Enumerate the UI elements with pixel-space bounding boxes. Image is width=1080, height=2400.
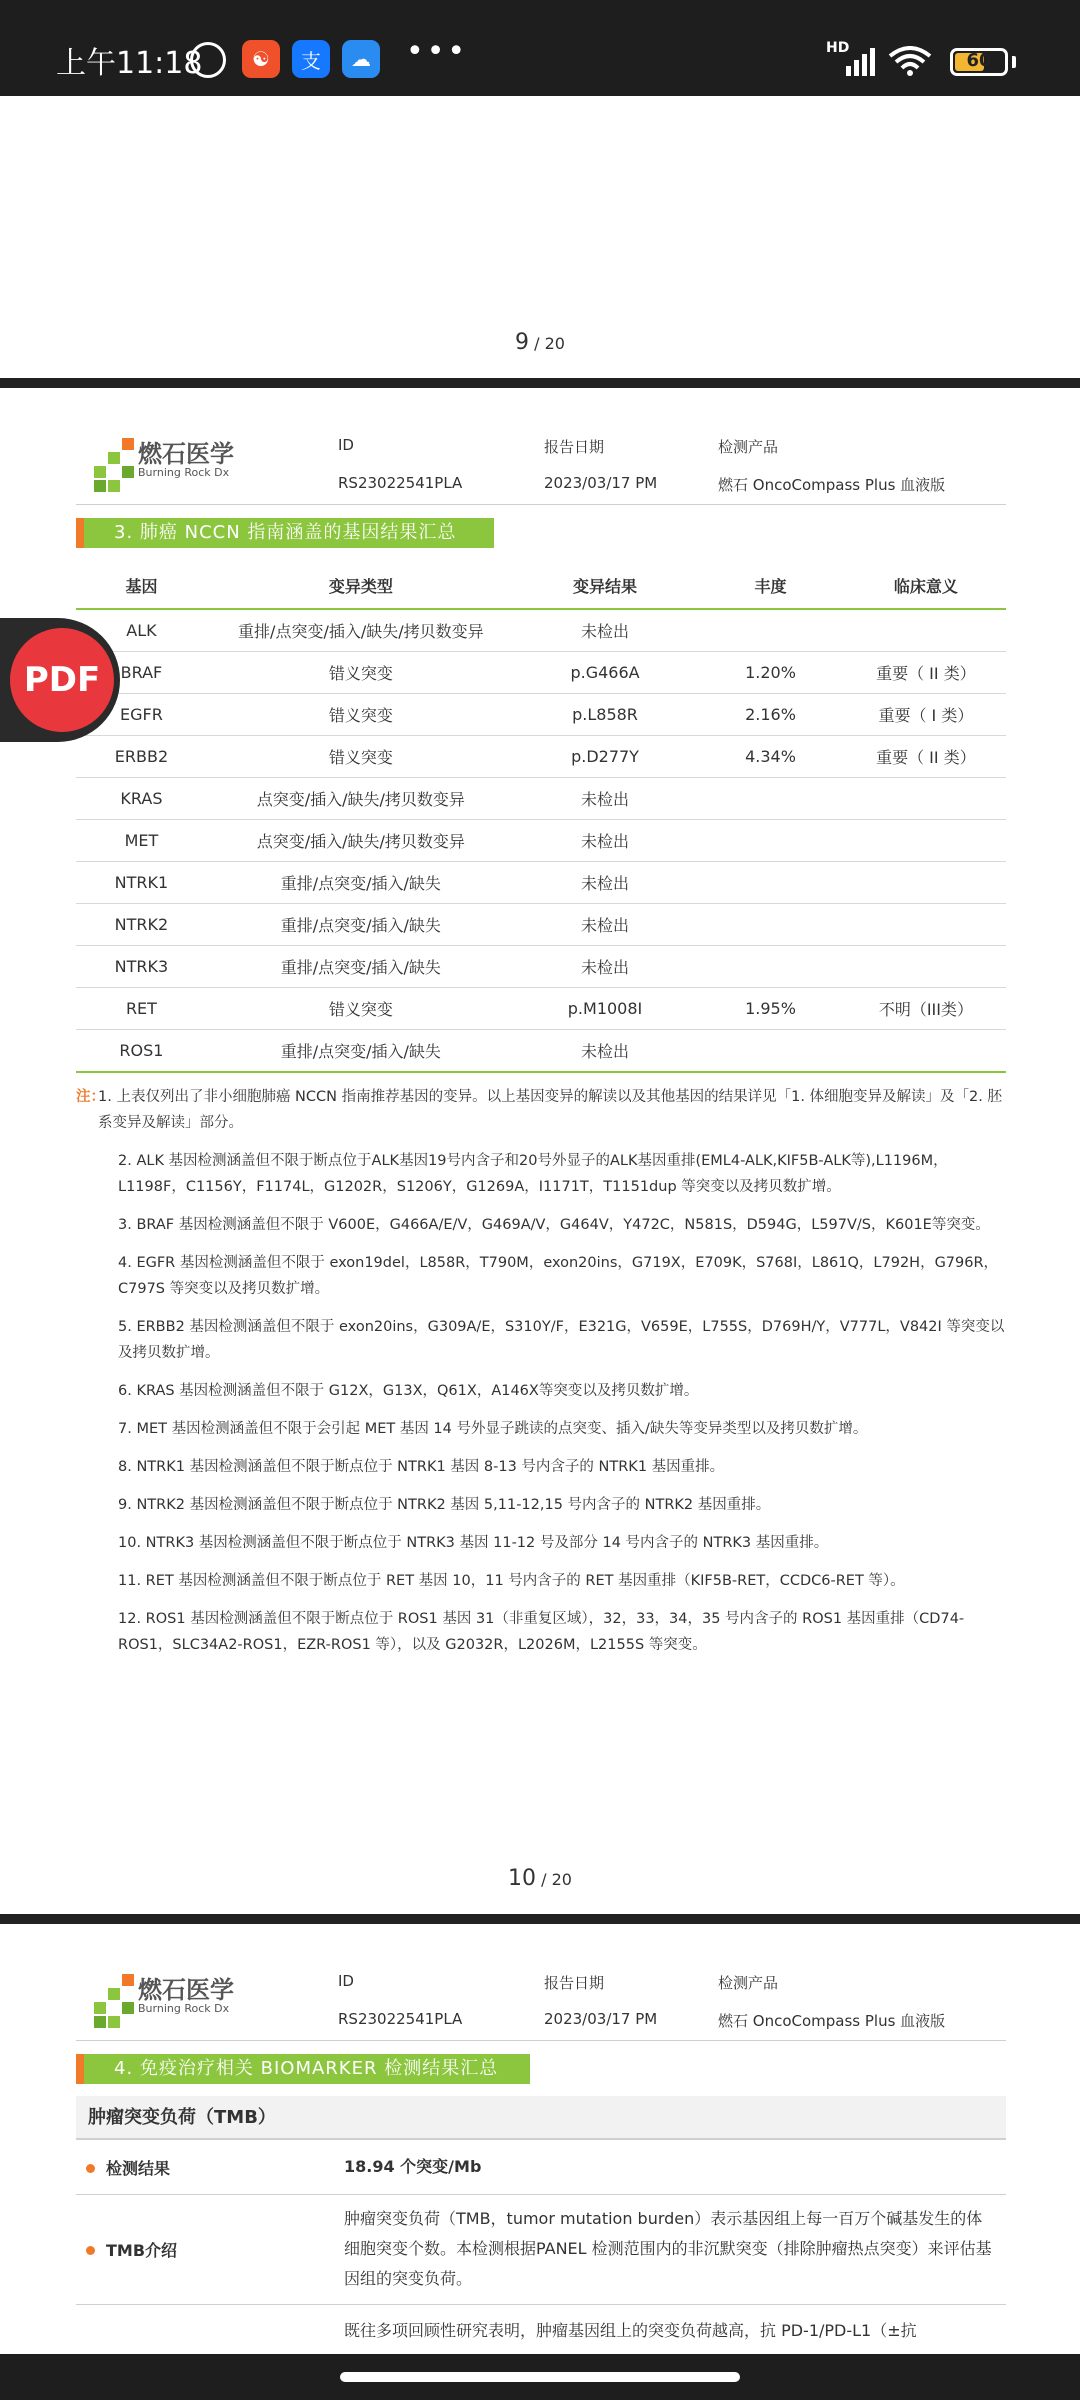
table-cell [695, 820, 846, 862]
table-row [76, 946, 1006, 988]
logo-text-en: Burning Rock Dx [138, 2002, 230, 2015]
header-divider [76, 2040, 1006, 2041]
table-cell [695, 904, 846, 946]
header-product-value: 燃石 OncoCompass Plus 血液版 [718, 476, 946, 494]
logo-text-cn: 燃石医学 [138, 1976, 234, 2004]
header-date-value: 2023/03/17 PM [544, 2010, 658, 2028]
burning-rock-logo [92, 432, 242, 496]
page-number-10 [0, 1866, 1080, 1891]
table-cell: NTRK3 [76, 946, 207, 988]
note-item: 4. EGFR 基因检测涵盖但不限于 exon19del，L858R，T790M，exon20ins，G719X，E709K，S768I，L861Q，L792H，G796R，C797S 等突变以及拷贝数扩增。 [118, 1255, 999, 1297]
note-item: 5. ERBB2 基因检测涵盖但不限于 exon20ins，G309A/E，S310Y/F，E321G，V659E，L755S，D769H/Y，V777L，V842I 等突变以及拷贝数扩增。 [118, 1319, 1005, 1361]
section-4-title: 4. 免疫治疗相关 BIOMARKER 检测结果汇总 [76, 2054, 530, 2084]
pdf-icon[interactable]: PDF [10, 628, 114, 732]
table-cell: 1.20% [695, 652, 846, 694]
table-cell: 2.16% [695, 694, 846, 736]
bullet-icon [86, 2246, 95, 2255]
page-current: 10 [508, 1866, 537, 1891]
note-item: 1. 上表仅列出了非小细胞肺癌 NCCN 指南推荐基因的变异。以上基因变异的解读以及其他基因的结果详见「1. 体细胞变异及解读」及「2. 胚系变异及解读」部分。 [98, 1089, 1002, 1131]
table-row [76, 694, 1006, 736]
table-cell: 重排/点突变/插入/缺失/拷贝数变异 [207, 609, 515, 652]
table-cell [846, 862, 1006, 904]
header-product-label: 检测产品 [718, 1974, 779, 1992]
table-cell: 错义突变 [207, 694, 515, 736]
table-cell [846, 1030, 1006, 1073]
table-row [76, 609, 1006, 652]
table-cell: MET [76, 820, 207, 862]
table-cell: 重要（ I 类） [846, 694, 1006, 736]
header-id-label: ID [338, 436, 354, 454]
table-cell: 未检出 [515, 862, 695, 904]
page-separator [0, 1914, 1080, 1924]
status-time: 上午11:18 [56, 46, 203, 81]
logo-text-en: Burning Rock Dx [138, 466, 230, 479]
tmb-heading: 肿瘤突变负荷（TMB） [76, 2096, 1006, 2140]
alarm-icon [190, 42, 226, 78]
tmb-result-label: 检测结果 [106, 2159, 171, 2178]
table-cell: 重排/点突变/插入/缺失 [207, 1030, 515, 1073]
hd-icon: HD [826, 40, 850, 56]
app-notification-icon: ☯ [242, 40, 280, 78]
table-cell [846, 946, 1006, 988]
table-cell: 错义突变 [207, 988, 515, 1030]
table-cell: 重排/点突变/插入/缺失 [207, 904, 515, 946]
table-cell [846, 609, 1006, 652]
table-cell [846, 820, 1006, 862]
tmb-next-text: 既往多项回顾性研究表明，肿瘤基因组上的突变负荷越高，抗 PD-1/PD-L1（±抗 [344, 2321, 917, 2340]
table-cell: 错义突变 [207, 652, 515, 694]
table-cell: EGFR [76, 694, 207, 736]
table-cell: 错义突变 [207, 736, 515, 778]
tmb-intro-row [76, 2194, 1006, 2305]
battery-icon [950, 48, 1008, 76]
table-cell: KRAS [76, 778, 207, 820]
table-row [76, 988, 1006, 1030]
alipay-icon: 支 [292, 40, 330, 78]
header-date-label: 报告日期 [544, 438, 605, 456]
table-cell: p.G466A [515, 652, 695, 694]
column-header: 临床意义 [846, 562, 1006, 609]
header-date-value: 2023/03/17 PM [544, 474, 658, 492]
page-current: 9 [515, 330, 530, 355]
table-row [76, 1030, 1006, 1073]
header-id-label: ID [338, 1972, 354, 1990]
table-cell: 未检出 [515, 1030, 695, 1073]
signal-icon [846, 46, 875, 76]
battery-percent: 60 [966, 50, 992, 71]
table-cell: 点突变/插入/缺失/拷贝数变异 [207, 820, 515, 862]
tmb-intro-text: 肿瘤突变负荷（TMB，tumor mutation burden）表示基因组上每一百万个碱基发生的体细胞突变个数。本检测根据PANEL 检测范围内的非沉默突变（排除肿瘤热点突变）来评估基因组的突变负荷。 [344, 2209, 992, 2288]
page-total: / 20 [534, 334, 565, 353]
notes-section [76, 1084, 1006, 1670]
burning-rock-logo [92, 1968, 242, 2032]
table-cell [695, 1030, 846, 1073]
table-row [76, 736, 1006, 778]
more-notifications-icon: ••• [406, 34, 469, 69]
table-cell [846, 904, 1006, 946]
table-cell: 重要（ II 类） [846, 736, 1006, 778]
home-gesture-bar[interactable] [340, 2372, 740, 2382]
table-cell: NTRK1 [76, 862, 207, 904]
header-product-label: 检测产品 [718, 438, 779, 456]
column-header: 变异结果 [515, 562, 695, 609]
section-3-title: 3. 肺癌 NCCN 指南涵盖的基因结果汇总 [76, 518, 494, 548]
table-row [76, 820, 1006, 862]
table-cell: p.M1008I [515, 988, 695, 1030]
page-separator [0, 378, 1080, 388]
table-cell: 重要（ II 类） [846, 652, 1006, 694]
header-id-value: RS23022541PLA [338, 474, 463, 492]
page-total: / 20 [541, 1870, 572, 1889]
table-cell: ERBB2 [76, 736, 207, 778]
table-cell: 4.34% [695, 736, 846, 778]
tmb-intro-label: TMB介绍 [106, 2241, 178, 2260]
table-cell: ALK [76, 609, 207, 652]
gene-results-table [76, 562, 1006, 1073]
table-cell: 不明（III类） [846, 988, 1006, 1030]
table-cell [695, 946, 846, 988]
note-item: 7. MET 基因检测涵盖但不限于会引起 MET 基因 14 号外显子跳读的点突变、插入/缺失等变异类型以及拷贝数扩增。 [118, 1421, 868, 1437]
note-item: 9. NTRK2 基因检测涵盖但不限于断点位于 NTRK2 基因 5,11-12,15 号内含子的 NTRK2 基因重排。 [118, 1497, 771, 1513]
bullet-icon [86, 2164, 95, 2173]
table-cell: NTRK2 [76, 904, 207, 946]
table-row [76, 778, 1006, 820]
cloud-icon: ☁ [342, 40, 380, 78]
header-id-value: RS23022541PLA [338, 2010, 463, 2028]
header-date-label: 报告日期 [544, 1974, 605, 1992]
navigation-bar [0, 2354, 1080, 2400]
column-header: 丰度 [695, 562, 846, 609]
table-cell: 1.95% [695, 988, 846, 1030]
tmb-next-row [76, 2306, 1006, 2354]
table-row [76, 904, 1006, 946]
table-cell: 未检出 [515, 820, 695, 862]
table-header-row [76, 562, 1006, 609]
pdf-floating-button[interactable] [0, 618, 120, 742]
header-product-value: 燃石 OncoCompass Plus 血液版 [718, 2012, 946, 2030]
table-cell [695, 609, 846, 652]
tmb-result-value: 18.94 个突变/Mb [344, 2157, 482, 2176]
status-bar [0, 0, 1080, 96]
table-cell: 未检出 [515, 904, 695, 946]
notes-lead: 注： [76, 1089, 105, 1105]
note-item: 6. KRAS 基因检测涵盖但不限于 G12X，G13X，Q61X，A146X等突变以及拷贝数扩增。 [118, 1383, 699, 1399]
column-header: 变异类型 [207, 562, 515, 609]
column-header: 基因 [76, 562, 207, 609]
table-cell: p.D277Y [515, 736, 695, 778]
note-item: 3. BRAF 基因检测涵盖但不限于 V600E，G466A/E/V，G469A/V，G464V，Y472C，N581S，D594G，L597V/S，K601E等突变。 [118, 1217, 990, 1233]
note-item: 11. RET 基因检测涵盖但不限于断点位于 RET 基因 10，11 号内含子的 RET 基因重排（KIF5B-RET，CCDC6-RET 等）。 [118, 1573, 905, 1589]
table-cell [846, 778, 1006, 820]
table-cell [695, 778, 846, 820]
table-cell: ROS1 [76, 1030, 207, 1073]
table-row [76, 862, 1006, 904]
note-item: 10. NTRK3 基因检测涵盖但不限于断点位于 NTRK3 基因 11-12 号及部分 14 号内含子的 NTRK3 基因重排。 [118, 1535, 829, 1551]
logo-text-cn: 燃石医学 [138, 440, 234, 468]
table-cell: 重排/点突变/插入/缺失 [207, 946, 515, 988]
table-cell: BRAF [76, 652, 207, 694]
table-cell [695, 862, 846, 904]
table-cell: p.L858R [515, 694, 695, 736]
header-divider [76, 504, 1006, 505]
table-cell: 未检出 [515, 609, 695, 652]
table-cell: 重排/点突变/插入/缺失 [207, 862, 515, 904]
battery-tip [1012, 56, 1016, 68]
tmb-result-row [76, 2142, 1006, 2195]
table-cell: RET [76, 988, 207, 1030]
note-item: 12. ROS1 基因检测涵盖但不限于断点位于 ROS1 基因 31（非重复区域），32，33，34，35 号内含子的 ROS1 基因重排（CD74-ROS1，SLC34A2-ROS1，EZR-ROS1 等），以及 G2032R，L2026M，L2155S 等突变。 [118, 1611, 965, 1653]
table-cell: 未检出 [515, 946, 695, 988]
note-item: 8. NTRK1 基因检测涵盖但不限于断点位于 NTRK1 基因 8-13 号内含子的 NTRK1 基因重排。 [118, 1459, 725, 1475]
page-number-9 [0, 330, 1080, 355]
note-item: 2. ALK 基因检测涵盖但不限于断点位于ALK基因19号内含子和20号外显子的ALK基因重排(EML4-ALK,KIF5B-ALK等),L1196M，L1198F，C1156Y，F1174L，G1202R，S1206Y，G1269A，I1171T，T1151dup 等突变以及拷贝数扩增。 [118, 1153, 948, 1195]
table-cell: 点突变/插入/缺失/拷贝数变异 [207, 778, 515, 820]
table-cell: 未检出 [515, 778, 695, 820]
wifi-icon [888, 46, 932, 76]
table-row [76, 652, 1006, 694]
